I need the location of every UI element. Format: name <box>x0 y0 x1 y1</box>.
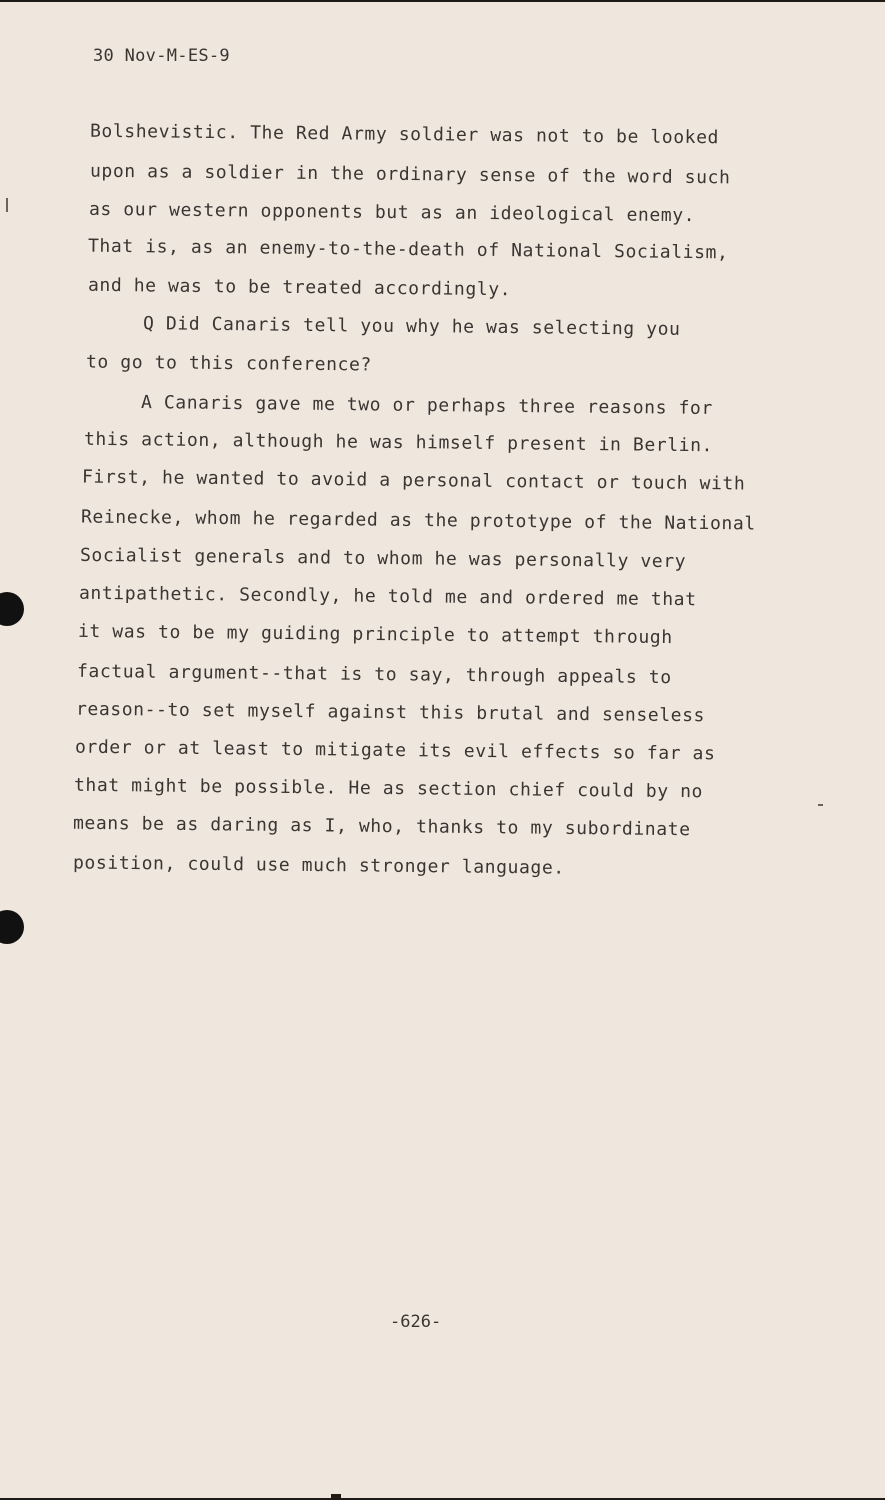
text-line: order or at least to mitigate its evil effects so far as <box>74 736 716 765</box>
paper-mark <box>818 804 823 806</box>
text-line: antipathetic. Secondly, he told me and ordered me that <box>78 582 697 611</box>
text-line: and he was to be treated accordingly. <box>87 274 512 301</box>
text-line: Q Did Canaris tell you why he was selecting you <box>142 313 681 340</box>
paper-mark <box>331 1494 341 1498</box>
text-line: That is, as an enemy-to-the-death of National Socialism, <box>87 235 729 264</box>
text-line: Bolshevistic. The Red Army soldier was not to be looked <box>89 120 720 149</box>
paper-mark <box>6 198 8 212</box>
text-line: Socialist generals and to whom he was personally very <box>79 544 687 573</box>
text-line: reason--to set myself against this brutal and senseless <box>75 698 706 727</box>
text-line: factual argument--that is to say, through appeals to <box>76 660 672 689</box>
document-header: 30 Nov-M-ES-9 <box>93 46 230 66</box>
text-line: as our western opponents but as an ideological enemy. <box>88 198 696 227</box>
punch-hole <box>0 592 24 626</box>
punch-hole <box>0 910 24 944</box>
text-line: means be as daring as I, who, thanks to my subordinate <box>72 812 691 841</box>
text-line: First, he wanted to avoid a personal contact or touch with <box>81 466 746 495</box>
text-line: to go to this conference? <box>85 351 373 376</box>
text-line: upon as a soldier in the ordinary sense of the word such <box>89 160 731 189</box>
text-line: it was to be my guiding principle to attempt through <box>77 620 673 649</box>
text-line: position, could use much stronger language. <box>72 852 565 879</box>
page-number: -626- <box>390 1312 442 1332</box>
text-line: this action, although he was himself present in Berlin. <box>83 428 714 457</box>
text-line: that might be possible. He as section chief could by no <box>73 774 704 803</box>
text-line: A Canaris gave me two or perhaps three reasons for <box>140 392 713 419</box>
text-line: Reinecke, whom he regarded as the prototype of the National <box>80 506 756 535</box>
